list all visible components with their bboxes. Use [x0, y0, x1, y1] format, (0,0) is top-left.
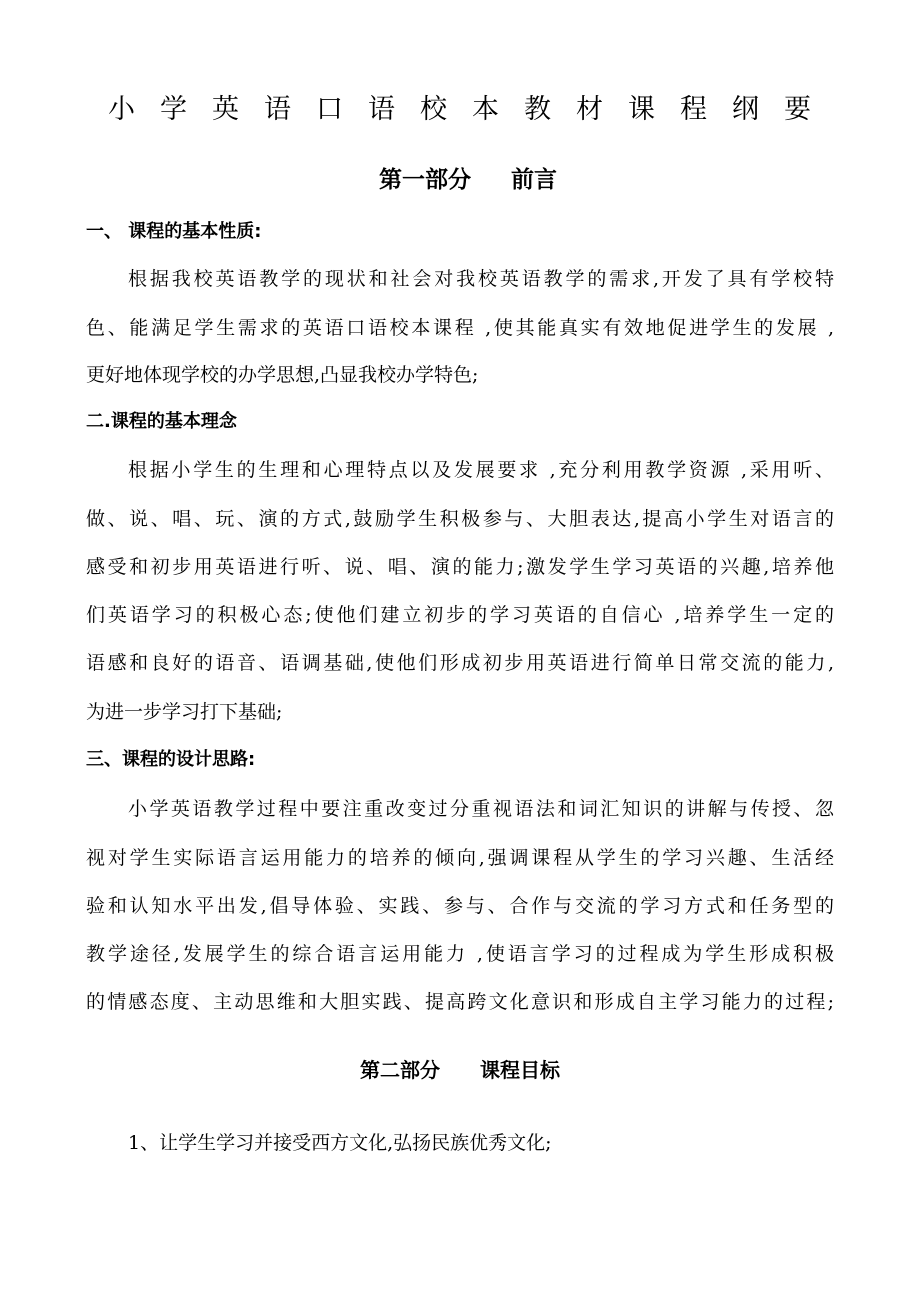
part-two-name: 课程目标: [480, 1058, 560, 1082]
part-one-title: [0, 162, 920, 198]
section-heading-nature: 一、 课程的基本性质:: [86, 221, 262, 242]
section-heading-design: 三、课程的设计思路:: [86, 749, 256, 770]
paragraph-line: 色、能满足学生需求的英语口语校本课程 ,使其能真实有效地促进学生的发展 ,: [86, 317, 834, 339]
paragraph-line: 更好地体现学校的办学思想,凸显我校办学特色;: [86, 364, 479, 386]
paragraph-line: 教学途径,发展学生的综合语言运用能力 ,使语言学习的过程成为学生形成积极: [86, 943, 834, 965]
part-one-label: 第一部分: [379, 167, 471, 193]
section-heading-philosophy: 二.课程的基本理念: [86, 411, 237, 432]
paragraph-line: 根据小学生的生理和心理特点以及发展要求 ,充分利用教学资源 ,采用听、: [128, 459, 834, 481]
paragraph-line: 根据我校英语教学的现状和社会对我校英语教学的需求,开发了具有学校特: [128, 268, 834, 290]
part-one-name: 前言: [511, 167, 557, 193]
paragraph-line: 做、说、唱、玩、演的方式,鼓励学生积极参与、大胆表达,提高小学生对语言的: [86, 508, 834, 530]
paragraph-line: 小学英语教学过程中要注重改变过分重视语法和词汇知识的讲解与传授、忽: [128, 798, 834, 820]
document-title: 小学英语口语校本教材课程纲要: [108, 94, 836, 125]
paragraph-line: 为进一步学习打下基础;: [86, 701, 283, 723]
goal-item: 1、让学生学习并接受西方文化,弘扬民族优秀文化;: [128, 1132, 552, 1154]
part-two-label: 第二部分: [360, 1058, 440, 1082]
paragraph-line: 感受和初步用英语进行听、说、唱、演的能力;激发学生学习英语的兴趣,培养他: [86, 556, 834, 578]
paragraph-line: 的情感态度、主动思维和大胆实践、提高跨文化意识和形成自主学习能力的过程;: [86, 991, 834, 1013]
paragraph-line: 验和认知水平出发,倡导体验、实践、参与、合作与交流的学习方式和任务型的: [86, 895, 834, 917]
paragraph-line: 语感和良好的语音、语调基础,使他们形成初步用英语进行简单日常交流的能力,: [86, 652, 834, 674]
part-two-title: [0, 1053, 920, 1087]
paragraph-line: 视对学生实际语言运用能力的培养的倾向,强调课程从学生的学习兴趣、生活经: [86, 847, 834, 869]
paragraph-line: 们英语学习的积极心态;使他们建立初步的学习英语的自信心 ,培养学生一定的: [86, 604, 834, 626]
